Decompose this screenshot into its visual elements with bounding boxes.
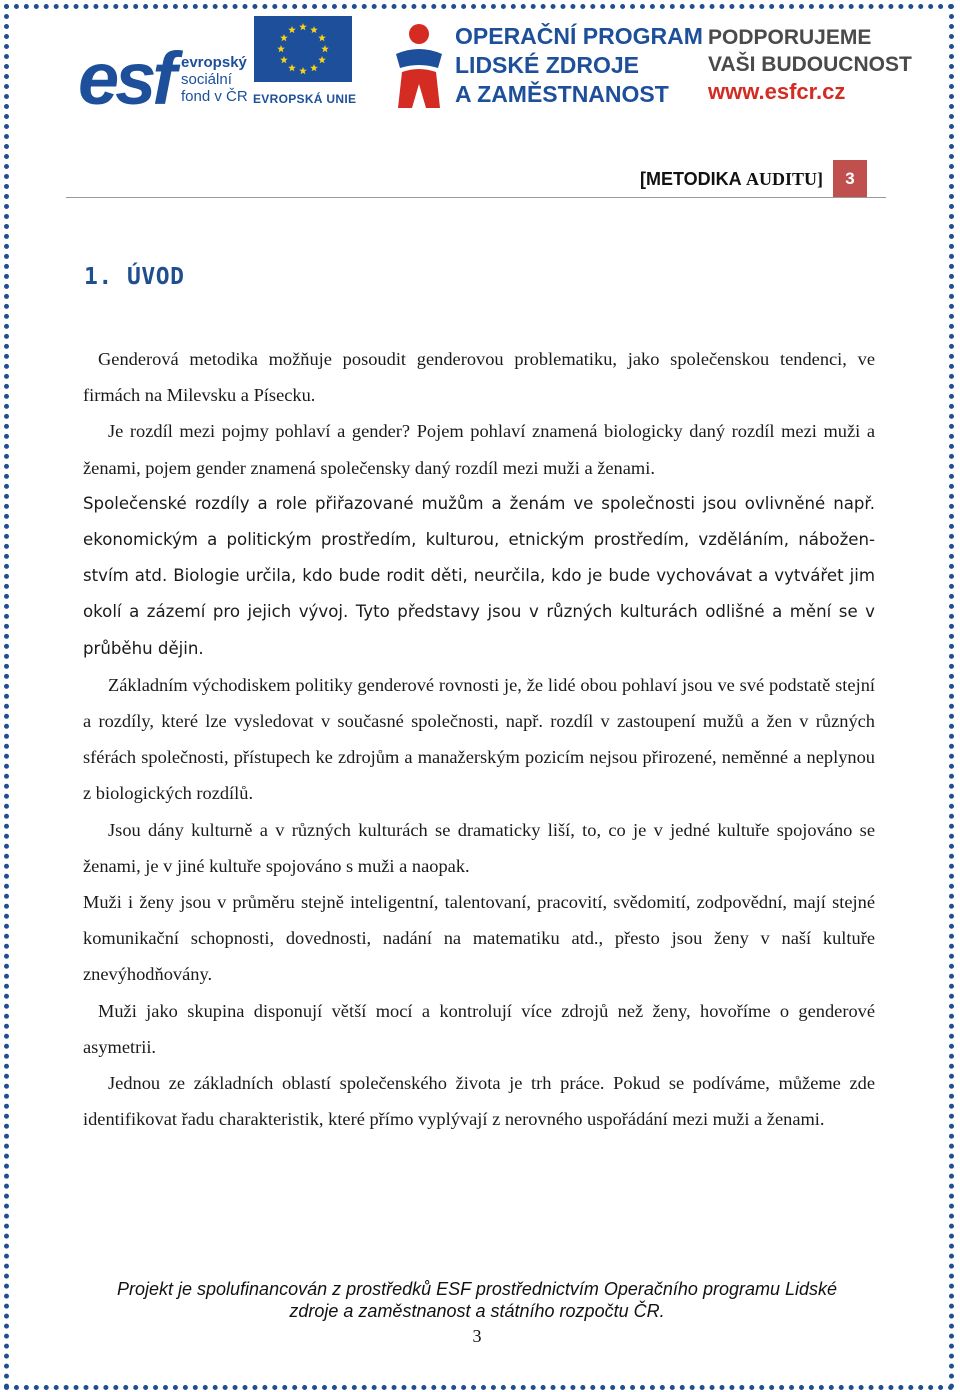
paragraph-3	[83, 486, 875, 667]
op-line-2: LIDSKÉ ZDROJE	[455, 52, 640, 78]
slogan-block	[708, 24, 912, 105]
running-header-page-badge: 3	[833, 160, 867, 198]
paragraph-1: Genderová metodika možňuje posoudit genderovou problematiku, jako společenskou tendenci, ve firmách na Milevsku a Písecku.	[83, 349, 875, 406]
running-header-title	[640, 169, 823, 190]
paragraph-3-text: Společenské rozdíly a role přiřazované mužům a ženám ve společnosti jsou ovlivněné např. ekonomickým a politickým prostředím, kulturou, etnickým prostředím, vzděláním, náboženstvím atd.	[83, 493, 875, 586]
op-line-3: A ZAMĚSTNANOST	[455, 81, 669, 107]
paragraph-4: Základním východiskem politiky genderové rovnosti je, že lidé obou pohlaví jsou ve své podstatě stejní a rozdíly, které lze vysledovat v současné společnosti, např. rozdíl v zastoupení mužů a žen v různých sférách společnosti, přístupech ke zdrojům a manažerským pozicím nejsou přirozené, neměnné a neplynou z biologických rozdílů.	[83, 674, 875, 804]
paragraph-6: Muži i ženy jsou v průměru stejně inteligentní, talentovaní, pracovití, svědomití, zodpovědní, mají stejné komunikační schopnosti, dovednosti, nadání na matematiku atd., přesto jsou ženy v naší kultuře znevýhodňovány.	[83, 892, 875, 985]
slogan-line-1: PODPORUJEME	[708, 26, 872, 49]
paragraph-7: Muži jako skupina disponují větší mocí a kontrolují více zdrojů než ženy, hovoříme o genderové asymetrii.	[83, 1000, 875, 1057]
section-heading: 1. ÚVOD	[84, 264, 185, 290]
op-line-1: OPERAČNÍ PROGRAM	[455, 23, 703, 49]
running-header-title-part-2: AUDITU]	[746, 168, 824, 189]
body-text	[83, 341, 875, 1137]
op-logo-text	[455, 22, 703, 109]
op-figure-icon	[388, 20, 450, 112]
esf-line-3: fond v ČR	[181, 88, 248, 105]
footer-note	[70, 1278, 884, 1322]
esf-line-2: sociální	[181, 71, 232, 88]
esf-url: www.esfcr.cz	[708, 79, 846, 104]
slogan-line-2: VAŠI BUDOUCNOST	[708, 53, 912, 76]
footer-line-2: zdroje a zaměstnanost a státního rozpočtu ČR.	[289, 1301, 665, 1321]
eu-flag-icon	[254, 16, 352, 82]
running-header-title-part: [METODIKA	[640, 168, 746, 189]
header-logos	[78, 14, 912, 120]
paragraph-8: Jednou ze základních oblastí společenského života je trh práce. Pokud se podíváme, můžeme zde identifikovat řadu charakteristik, které přímo vyplývají z nerovného uspořádání mezi muži a ženami.	[83, 1073, 875, 1130]
esf-line-1: evropský	[181, 54, 247, 71]
running-header	[640, 160, 867, 198]
esf-logo-text	[181, 54, 248, 105]
page-number: 3	[472, 1326, 482, 1346]
esf-logo: esf	[78, 37, 173, 120]
paragraph-3b-text: Biologie určila, kdo bude rodit děti, neurčila, kdo je bude vychovávat a vytvářet jim okolí a zázemí pro jejich vývoj. Tyto představy jsou v různých kulturách odlišné a mění se v průběhu dějin.	[83, 566, 875, 658]
paragraph-5: Jsou dány kulturně a v různých kulturách se dramaticky liší, to, co je v jedné kultuře spojováno se ženami, je v jiné kultuře spojováno s muži a naopak.	[83, 819, 875, 876]
header-divider	[66, 197, 886, 198]
paragraph-2: Je rozdíl mezi pojmy pohlaví a gender? Pojem pohlaví znamená biologicky daný rozdíl mezi muži a ženami, pojem gender znamená společensky daný rozdíl mezi muži a ženami.	[83, 421, 875, 478]
eu-label: EVROPSKÁ UNIE	[253, 92, 357, 106]
footer-line-1: Projekt je spolufinancován z prostředků ESF prostřednictvím Operačního programu Lidské	[116, 1279, 838, 1299]
